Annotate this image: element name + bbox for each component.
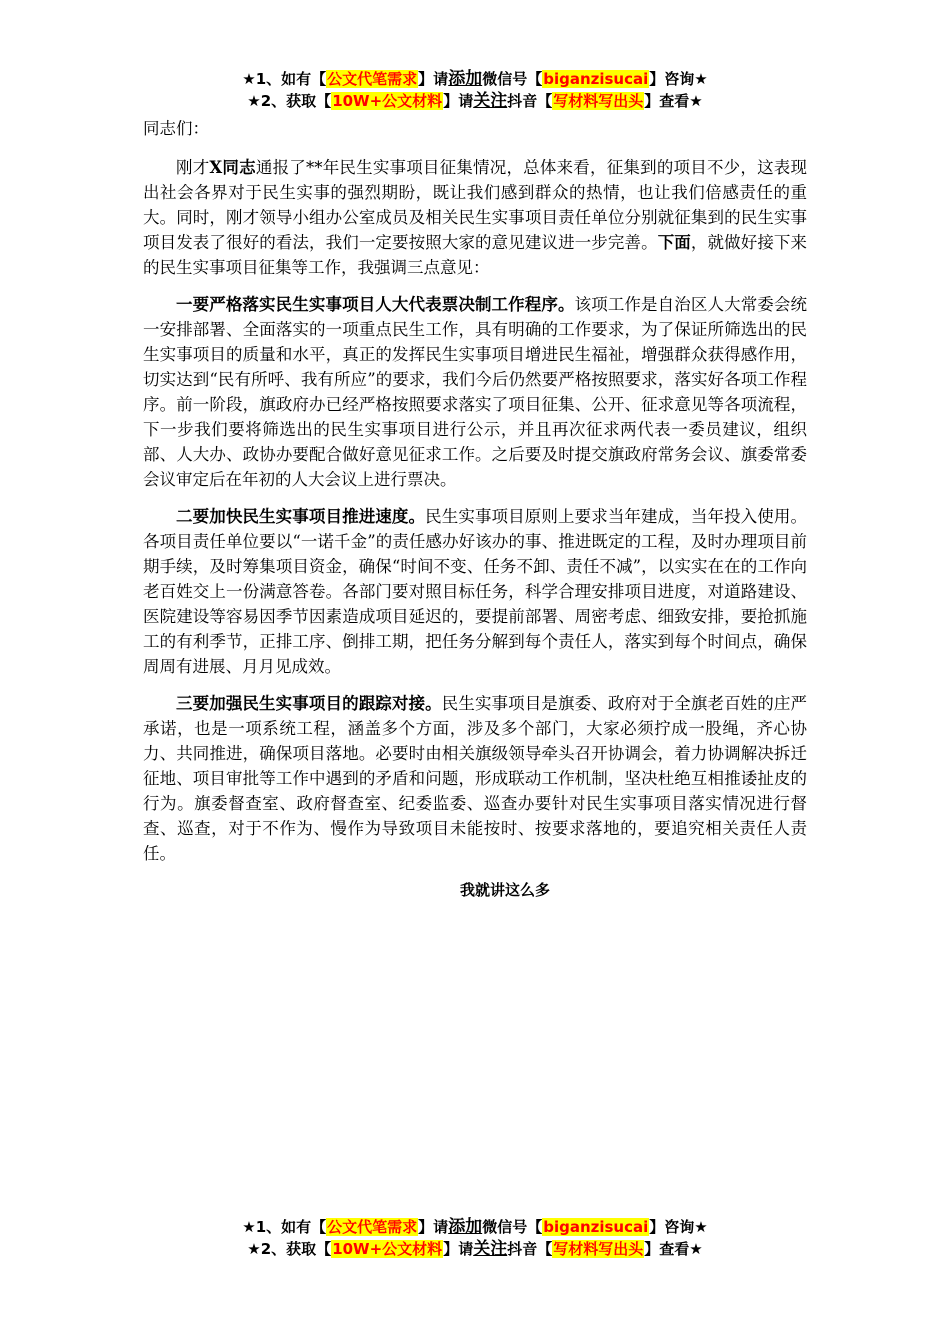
paragraph-point-1 bbox=[143, 292, 807, 492]
ad-emphasis: 添加 bbox=[448, 1217, 483, 1237]
ad-highlight: 公文代笔需求 bbox=[327, 1218, 418, 1236]
ad-text: 微信号【 bbox=[482, 1218, 543, 1236]
ad-text: 】查看★ bbox=[644, 92, 703, 110]
paragraph-point-2 bbox=[143, 504, 807, 679]
ad-text: 】请 bbox=[443, 1240, 474, 1258]
ad-highlight: 写材料写出头 bbox=[553, 1240, 644, 1258]
ad-emphasis: 关注 bbox=[473, 91, 508, 111]
closing-remark: 我就讲这么多 bbox=[459, 881, 550, 899]
point-heading: 一要严格落实民生实事项目人大代表票决制工作程序。 bbox=[176, 295, 575, 314]
ad-highlight: biganzisucai bbox=[543, 70, 649, 88]
ad-text: ★1、如有【 bbox=[242, 70, 327, 88]
ad-text: 】查看★ bbox=[644, 1240, 703, 1258]
point-heading: 三要加强民生实事项目的跟踪对接。 bbox=[176, 694, 442, 713]
point-text: 民生实事项目原则上要求当年建成，当年投入使用。各项目责任单位要以“一诺千金”的责任感办好该办的事、推进既定的工程，及时办理项目前期手续，及时筹集项目资金，确保“时间不变、任务不卸、责任不减”，以实实在在的工作向老百姓交上一份满意答卷。各部门要对照目标任务，科学合理安排项目进度，对道路建设、医院建设等容易因季节因素造成项目延迟的，要提前部署、周密考虑、细致安排，要抢抓施工的有利季节，正排工序、倒排工期，把任务分解到每个责任人，落实到每个时间点，确保周周有进展、月月见成效。 bbox=[143, 507, 808, 676]
top-ad-banner bbox=[143, 68, 807, 112]
greeting: 同志们： bbox=[143, 119, 209, 138]
text-run-bold: X同志 bbox=[209, 158, 256, 177]
ad-text: 】咨询★ bbox=[649, 1218, 708, 1236]
ad-text: 】咨询★ bbox=[649, 70, 708, 88]
ad-highlight: 公文代笔需求 bbox=[327, 70, 418, 88]
point-text: 民生实事项目是旗委、政府对于全旗老百姓的庄严承诺，也是一项系统工程，涵盖多个方面，涉及多个部门，大家必须拧成一股绳，齐心协力、共同推进，确保项目落地。必要时由相关旗级领导牵头召开协调会，着力协调解决拆迁征地、项目审批等工作中遇到的矛盾和问题，形成联动工作机制，坚决杜绝互相推诿扯皮的行为。旗委督查室、政府督查室、纪委监委、巡查办要针对民生实事项目落实情况进行督查、巡查，对于不作为、慢作为导致项目未能按时、按要求落地的，要追究相关责任人责任。 bbox=[143, 694, 808, 863]
ad-text: 抖音【 bbox=[507, 1240, 553, 1258]
ad-line-1 bbox=[143, 68, 807, 90]
text-run: 刚才 bbox=[176, 158, 210, 177]
text-run-bold: 下面 bbox=[657, 233, 691, 252]
ad-line-2 bbox=[143, 90, 807, 112]
ad-text: 】请 bbox=[443, 92, 474, 110]
ad-highlight: 10W+公文材料 bbox=[332, 92, 443, 110]
ad-text: 微信号【 bbox=[482, 70, 543, 88]
ad-emphasis: 关注 bbox=[473, 1239, 508, 1259]
ad-line-1 bbox=[143, 1216, 807, 1238]
point-text: 该项工作是自治区人大常委会统一安排部署、全面落实的一项重点民生工作，具有明确的工作要求，为了保证所筛选出的民生实事项目的质量和水平，真正的发挥民生实事项目增进民生福祉，增强群众获得感作用，切实达到“民有所呼、我有所应”的要求，我们今后仍然要严格按照要求，落实好各项工作程序。前一阶段，旗政府办已经严格按照要求落实了项目征集、公开、征求意见等各项流程，下一步我们要将筛选出的民生实事项目进行公示，并且再次征求两代表一委员建议，组织部、人大办、政协办要配合做好意见征求工作。之后要及时提交旗政府常务会议、旗委常委会议审定后在年初的人大会议上进行票决。 bbox=[143, 295, 808, 489]
speech-body bbox=[143, 116, 807, 903]
point-heading: 二要加快民生实事项目推进速度。 bbox=[176, 507, 426, 526]
text-run: 通报了**年民生实事项目征集情况，总体来看，征集到的项目不少，这表现出社会各界对于民生实事的强烈期盼，既让我们感到群众的热情，也让我们倍感责任的重大。同时，刚才领导小组办公室成员及相关民生实事项目责任单位分别就征集到的民生实事项目发表了很好的看法，我们一定要按照大家的意见建议进一步完善。 bbox=[143, 158, 808, 252]
paragraph-point-3 bbox=[143, 691, 807, 866]
ad-text: 】请 bbox=[418, 1218, 449, 1236]
ad-line-2 bbox=[143, 1238, 807, 1260]
ad-text: 抖音【 bbox=[507, 92, 553, 110]
ad-emphasis: 添加 bbox=[448, 69, 483, 89]
text-run: ，就做好接下来的民生实事项目征集等工作，我强调三点意见： bbox=[143, 233, 808, 277]
ad-text: ★2、获取【 bbox=[247, 1240, 332, 1258]
ad-highlight: biganzisucai bbox=[543, 1218, 649, 1236]
bottom-ad-banner bbox=[143, 1216, 807, 1260]
ad-text: ★1、如有【 bbox=[242, 1218, 327, 1236]
ad-highlight: 写材料写出头 bbox=[553, 92, 644, 110]
paragraph-intro bbox=[143, 155, 807, 280]
ad-text: 】请 bbox=[418, 70, 449, 88]
ad-highlight: 10W+公文材料 bbox=[332, 1240, 443, 1258]
ad-text: ★2、获取【 bbox=[247, 92, 332, 110]
